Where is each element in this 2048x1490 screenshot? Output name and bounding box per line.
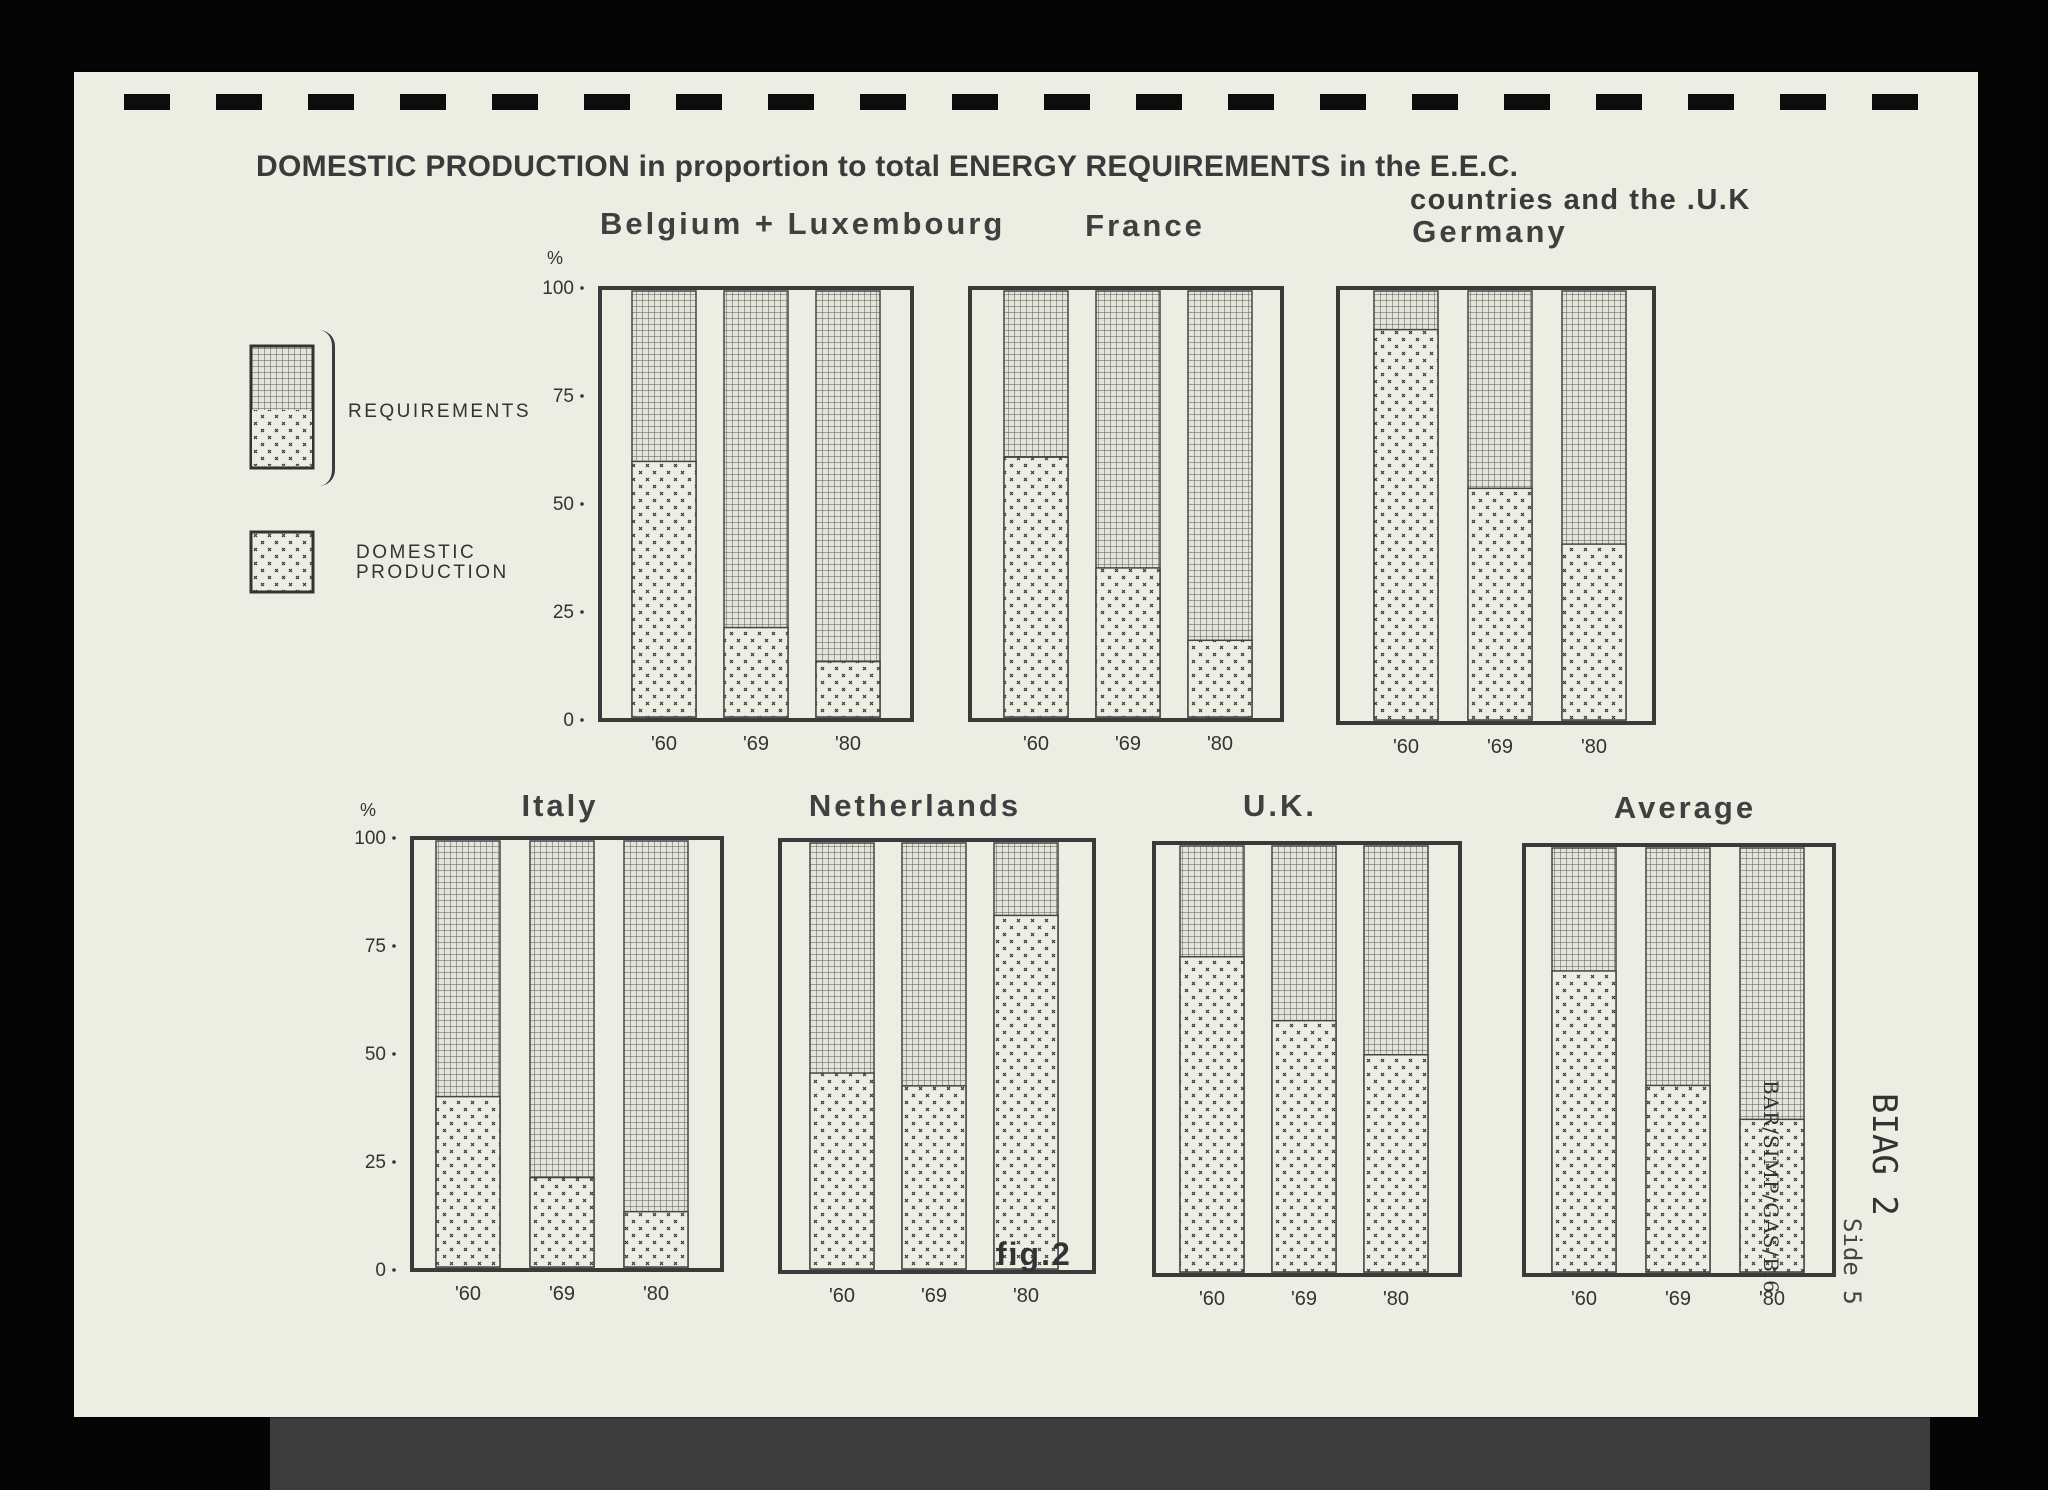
x-tick-label: '60	[1198, 1288, 1226, 1310]
domestic-production-bar	[994, 915, 1058, 1269]
chart-title-italy: Italy	[521, 788, 599, 823]
x-tick-label: '60	[1570, 1288, 1598, 1310]
y-tick-mark	[580, 394, 584, 398]
y-tick-label: 25	[364, 1152, 386, 1173]
y-tick-mark	[392, 944, 396, 948]
domestic-production-bar	[1374, 330, 1438, 720]
domestic-production-bar	[1562, 544, 1626, 720]
legend-domestic-line1: DOMESTIC	[356, 542, 477, 563]
x-tick-label: '60	[650, 733, 678, 755]
legend-brace	[318, 330, 335, 486]
domestic-production-bar	[724, 628, 788, 717]
domestic-production-bar	[1180, 957, 1244, 1272]
y-tick-label: 25	[552, 602, 574, 623]
x-tick-label: '69	[920, 1285, 948, 1307]
y-tick-label: 75	[552, 386, 574, 407]
handwritten-note-1: BIAG 2	[1864, 1093, 1904, 1216]
chart-title-average: Average	[1613, 790, 1757, 825]
x-tick-label: '80	[1012, 1285, 1040, 1307]
figure-caption: fig.2	[996, 1236, 1072, 1272]
domestic-production-bar	[1188, 640, 1252, 717]
y-tick-label: 100	[542, 278, 574, 299]
legend-domestic-swatch	[251, 532, 313, 592]
chart-title-germany: Germany	[1412, 214, 1568, 249]
domestic-production-bar	[1272, 1021, 1336, 1272]
x-tick-label: '80	[834, 733, 862, 755]
x-tick-label: '69	[1114, 733, 1142, 755]
domestic-production-bar	[632, 461, 696, 717]
y-tick-mark	[392, 1268, 396, 1272]
domestic-production-bar	[436, 1097, 500, 1267]
bottom-axis-unit: %	[360, 800, 377, 820]
legend-requirements-label: REQUIREMENTS	[348, 401, 532, 422]
x-tick-label: '69	[1486, 736, 1514, 758]
x-tick-label: '80	[1580, 736, 1608, 758]
domestic-production-bar	[1552, 971, 1616, 1272]
chart-title-netherlands: Netherlands	[808, 788, 1022, 823]
x-tick-label: '60	[828, 1285, 856, 1307]
figure-title: DOMESTIC PRODUCTION in proportion to total ENERGY REQUIREMENTS in the E.E.C.	[256, 150, 1519, 183]
y-tick-mark	[392, 836, 396, 840]
domestic-production-bar	[1364, 1055, 1428, 1272]
x-tick-label: '69	[742, 733, 770, 755]
y-tick-label: 100	[354, 828, 386, 849]
x-tick-label: '80	[1382, 1288, 1410, 1310]
x-tick-label: '60	[1392, 736, 1420, 758]
requirements-bar	[816, 291, 880, 717]
domestic-production-bar	[1096, 568, 1160, 717]
domestic-production-bar	[1468, 488, 1532, 720]
requirements-bar	[624, 841, 688, 1267]
x-tick-label: '80	[1758, 1288, 1786, 1310]
handwritten-note-2: Side 5	[1838, 1218, 1866, 1305]
x-tick-label: '60	[1022, 733, 1050, 755]
domestic-production-bar	[1004, 457, 1068, 717]
y-tick-mark	[580, 286, 584, 290]
domestic-production-bar	[816, 662, 880, 717]
y-tick-mark	[580, 718, 584, 722]
x-tick-label: '80	[1206, 733, 1234, 755]
domestic-production-bar	[1646, 1085, 1710, 1272]
y-tick-label: 50	[552, 494, 574, 515]
x-tick-label: '69	[1290, 1288, 1318, 1310]
y-tick-label: 0	[375, 1260, 386, 1281]
domestic-production-bar	[624, 1212, 688, 1267]
figure-subtitle: countries and the .U.K	[1410, 184, 1751, 216]
chart-title-belgium: Belgium + Luxembourg	[600, 206, 1006, 241]
legend-domestic-label	[356, 543, 509, 583]
x-tick-label: '69	[1664, 1288, 1692, 1310]
chart-title-france: France	[1085, 208, 1205, 243]
y-tick-mark	[580, 502, 584, 506]
top-axis-unit: %	[547, 248, 564, 268]
domestic-production-bar	[902, 1086, 966, 1269]
chart-title-uk: U.K.	[1243, 788, 1317, 823]
y-tick-mark	[392, 1160, 396, 1164]
y-tick-mark	[580, 610, 584, 614]
x-tick-label: '80	[642, 1283, 670, 1305]
y-tick-label: 50	[364, 1044, 386, 1065]
archive-reference: BAR/SIMP/GAS/B.6	[1759, 1080, 1783, 1294]
legend	[251, 346, 313, 592]
y-tick-label: 75	[364, 936, 386, 957]
x-tick-label: '60	[454, 1283, 482, 1305]
domestic-production-bar	[530, 1178, 594, 1267]
legend-requirements-domestic-part	[252, 410, 312, 466]
domestic-production-bar	[810, 1073, 874, 1269]
y-tick-mark	[392, 1052, 396, 1056]
x-tick-label: '69	[548, 1283, 576, 1305]
y-tick-label: 0	[563, 710, 574, 731]
legend-domestic-line2: PRODUCTION	[356, 561, 509, 583]
